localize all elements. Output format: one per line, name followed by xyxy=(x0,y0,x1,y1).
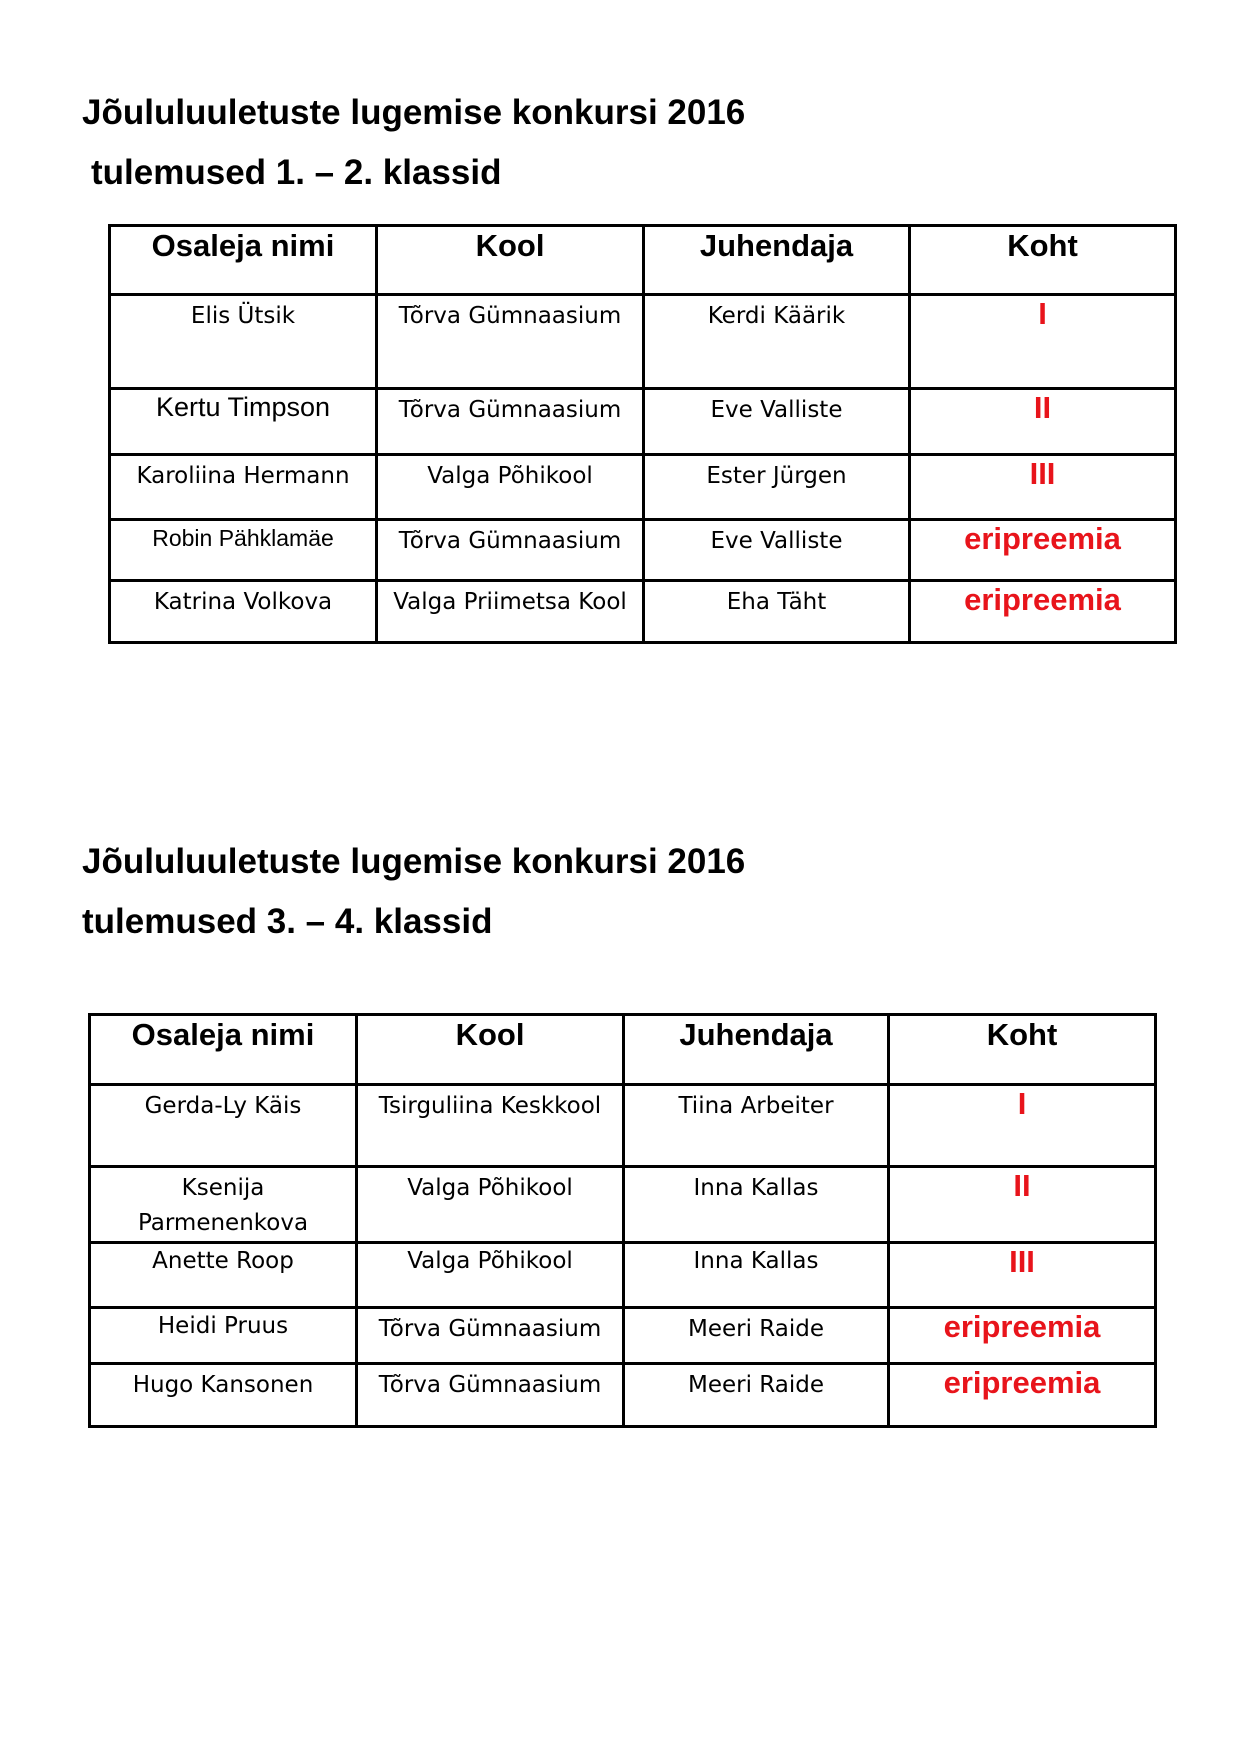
teacher-name: Tiina Arbeiter xyxy=(624,1085,889,1167)
teacher-name: Inna Kallas xyxy=(624,1167,889,1243)
teacher-name: Kerdi Käärik xyxy=(644,295,910,389)
teacher-name: Inna Kallas xyxy=(624,1243,889,1308)
school-name: Valga Põhikool xyxy=(377,455,644,520)
section1-title-line2: tulemused 1. – 2. klassid xyxy=(91,153,502,192)
column-header-place: Koht xyxy=(910,226,1176,295)
place-value: II xyxy=(889,1167,1156,1243)
school-name: Valga Põhikool xyxy=(357,1243,624,1308)
table-header-row xyxy=(110,226,1176,295)
column-header-name: Osaleja nimi xyxy=(90,1015,357,1085)
teacher-name: Eve Valliste xyxy=(644,520,910,581)
participant-name: Heidi Pruus xyxy=(90,1308,357,1364)
section2-title-line2: tulemused 3. – 4. klassid xyxy=(82,902,493,941)
results-table-grades-3-4 xyxy=(88,1013,1157,1428)
table-row xyxy=(110,295,1176,389)
table-row xyxy=(90,1085,1156,1167)
table-header-row xyxy=(90,1015,1156,1085)
place-value: eripreemia xyxy=(910,581,1176,643)
school-name: Tõrva Gümnaasium xyxy=(377,389,644,455)
table-row xyxy=(90,1364,1156,1427)
place-value: I xyxy=(889,1085,1156,1167)
participant-name: Robin Pähklamäe xyxy=(110,520,377,581)
table-row xyxy=(110,520,1176,581)
place-value: I xyxy=(910,295,1176,389)
place-value: eripreemia xyxy=(889,1364,1156,1427)
place-value: III xyxy=(889,1243,1156,1308)
school-name: Tõrva Gümnaasium xyxy=(357,1308,624,1364)
place-value: eripreemia xyxy=(889,1308,1156,1364)
school-name: Tõrva Gümnaasium xyxy=(377,295,644,389)
table-row xyxy=(90,1167,1156,1243)
participant-name: Elis Ütsik xyxy=(110,295,377,389)
column-header-teacher: Juhendaja xyxy=(624,1015,889,1085)
column-header-name: Osaleja nimi xyxy=(110,226,377,295)
table-row xyxy=(90,1243,1156,1308)
school-name: Valga Põhikool xyxy=(357,1167,624,1243)
school-name: Tsirguliina Keskkool xyxy=(357,1085,624,1167)
column-header-teacher: Juhendaja xyxy=(644,226,910,295)
participant-name: Ksenija Parmenenkova xyxy=(90,1167,357,1243)
school-name: Valga Priimetsa Kool xyxy=(377,581,644,643)
teacher-name: Eve Valliste xyxy=(644,389,910,455)
teacher-name: Ester Jürgen xyxy=(644,455,910,520)
school-name: Tõrva Gümnaasium xyxy=(357,1364,624,1427)
column-header-place: Koht xyxy=(889,1015,1156,1085)
place-value: eripreemia xyxy=(910,520,1176,581)
section2-title-line1: Jõululuuletuste lugemise konkursi 2016 xyxy=(82,842,746,881)
teacher-name: Eha Täht xyxy=(644,581,910,643)
section1-title-line1: Jõululuuletuste lugemise konkursi 2016 xyxy=(82,93,746,132)
table-row xyxy=(110,581,1176,643)
table-row xyxy=(110,455,1176,520)
place-value: III xyxy=(910,455,1176,520)
table-row xyxy=(90,1308,1156,1364)
participant-name: Hugo Kansonen xyxy=(90,1364,357,1427)
column-header-school: Kool xyxy=(357,1015,624,1085)
participant-name: Katrina Volkova xyxy=(110,581,377,643)
participant-name: Gerda-Ly Käis xyxy=(90,1085,357,1167)
participant-name: Anette Roop xyxy=(90,1243,357,1308)
teacher-name: Meeri Raide xyxy=(624,1308,889,1364)
participant-name: Kertu Timpson xyxy=(110,389,377,455)
school-name: Tõrva Gümnaasium xyxy=(377,520,644,581)
results-table-grades-1-2 xyxy=(108,224,1177,644)
participant-name: Karoliina Hermann xyxy=(110,455,377,520)
column-header-school: Kool xyxy=(377,226,644,295)
teacher-name: Meeri Raide xyxy=(624,1364,889,1427)
table-row xyxy=(110,389,1176,455)
place-value: II xyxy=(910,389,1176,455)
